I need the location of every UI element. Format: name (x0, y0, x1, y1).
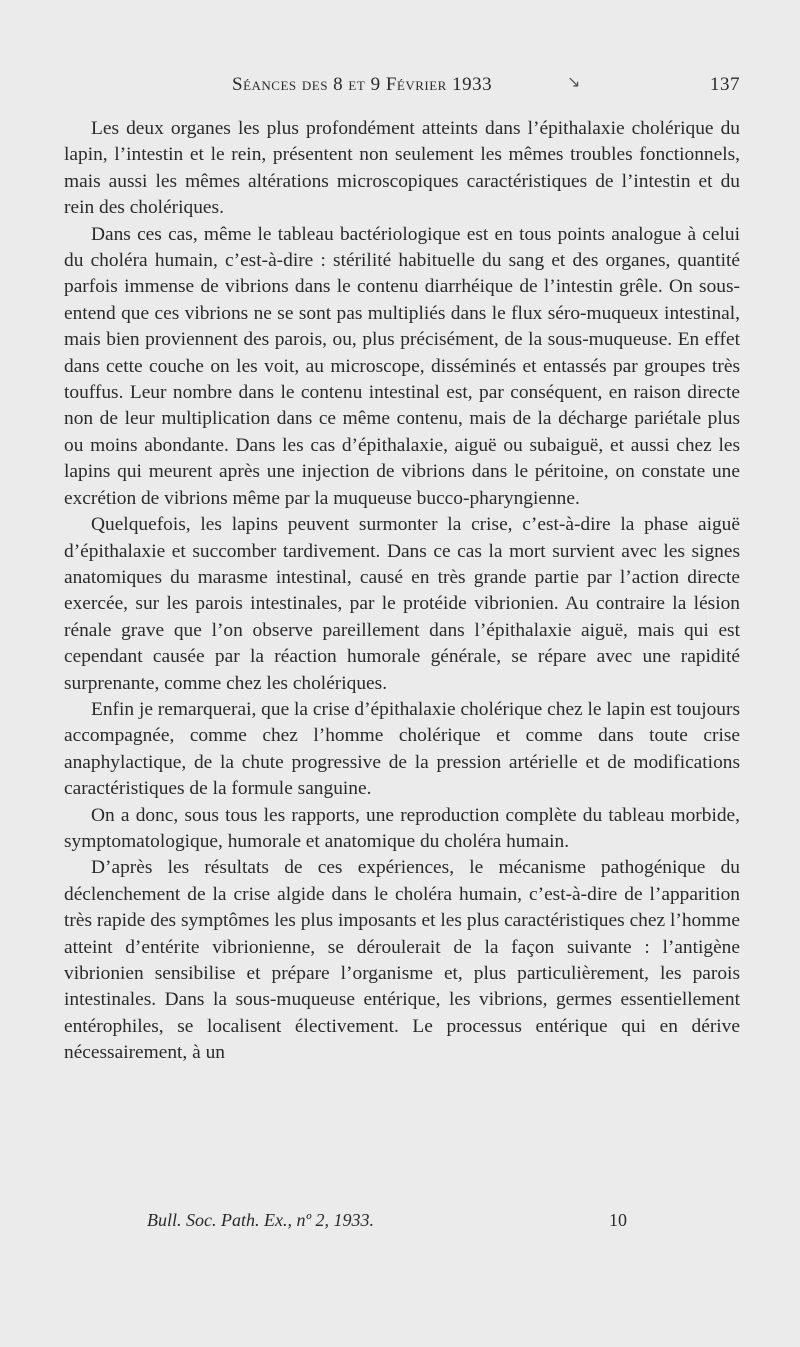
signature-number: 10 (609, 1210, 627, 1230)
running-head-title: Séances des 8 et 9 Février 1933 (232, 74, 493, 95)
paragraph: Enfin je remarquerai, que la crise d’épithalaxie cholérique chez le lapin est toujours accompagnée, comme chez l’homme cholérique et comme dans toute crise anaphylactique, de la chute progressive de la pression artérielle et de modifications caractéristiques de la formule sanguine. (64, 698, 740, 800)
page-footer (64, 1210, 740, 1236)
journal-citation: Bull. Soc. Path. Ex., nº 2, 1933. (147, 1210, 375, 1230)
margin-mark: ↘ (567, 74, 581, 91)
paragraph: Dans ces cas, même le tableau bactériologique est en tous points analogue à celui du choléra humain, c’est-à-dire : stérilité habituelle du sang et des organes, quantité parfois immense de vibrions dans le contenu diarrhéique de l’intestin grêle. On sous-entend que ces vibrions ne se sont pas multipliés dans le flux séro-muqueux intestinal, mais bien proviennent des parois, ou, plus précisément, de la sous-muqueuse. En effet dans cette couche on les voit, au microscope, disséminés et entassés par groupes très touffus. Leur nombre dans le contenu intestinal est, par conséquent, en raison directe non de leur multiplication dans ce même contenu, mais de la décharge pariétale plus ou moins abondante. Dans les cas d’épithalaxie, aiguë ou subaiguë, et aussi chez les lapins qui meurent après une injection de vibrions dans le péritoine, on constate une excrétion de vibrions même par la muqueuse bucco-pharyngienne. (64, 223, 740, 509)
paragraph: Quelquefois, les lapins peuvent surmonter la crise, c’est-à-dire la phase aiguë d’épithalaxie et succomber tardivement. Dans ce cas la mort survient avec les signes anatomiques du marasme intestinal, causé en très grande partie par l’action directe exercée, sur les parois intestinales, par le protéide vibrionien. Au contraire la lésion rénale grave que l’on observe pareillement dans l’épithalaxie aiguë, mais qui est cependant causée par la réaction humorale générale, se répare avec une rapidité surprenante, comme chez les cholériques. (64, 514, 740, 694)
paragraph: Les deux organes les plus profondément atteints dans l’épithalaxie cholérique du lapin, l’intestin et le rein, présentent non seulement les mêmes troubles fonctionnels, mais aussi les mêmes altérations microscopiques caractéristiques de l’intestin et du rein des cholériques. (64, 118, 740, 219)
page-number: 137 (710, 74, 740, 95)
paragraph: D’après les résultats de ces expériences, le mécanisme pathogénique du déclenchement de la crise algide dans le choléra humain, c’est-à-dire de l’apparition très rapide des symptômes les plus imposants et les plus caractéristiques chez l’homme atteint d’entérite vibrionienne, se déroulerait de la façon suivante : l’antigène vibrionien sensibilise et prépare l’organisme et, plus particulièrement, les parois intestinales. Dans la sous-muqueuse entérique, les vibrions, germes essentiellement entérophiles, se localisent électivement. Le processus entérique qui en dérive nécessairement, à un (64, 857, 740, 1064)
body-text (64, 116, 740, 1067)
paragraph: On a donc, sous tous les rapports, une reproduction complète du tableau morbide, symptomatologique, humorale et anatomique du choléra humain. (64, 804, 740, 852)
running-head (64, 74, 740, 104)
